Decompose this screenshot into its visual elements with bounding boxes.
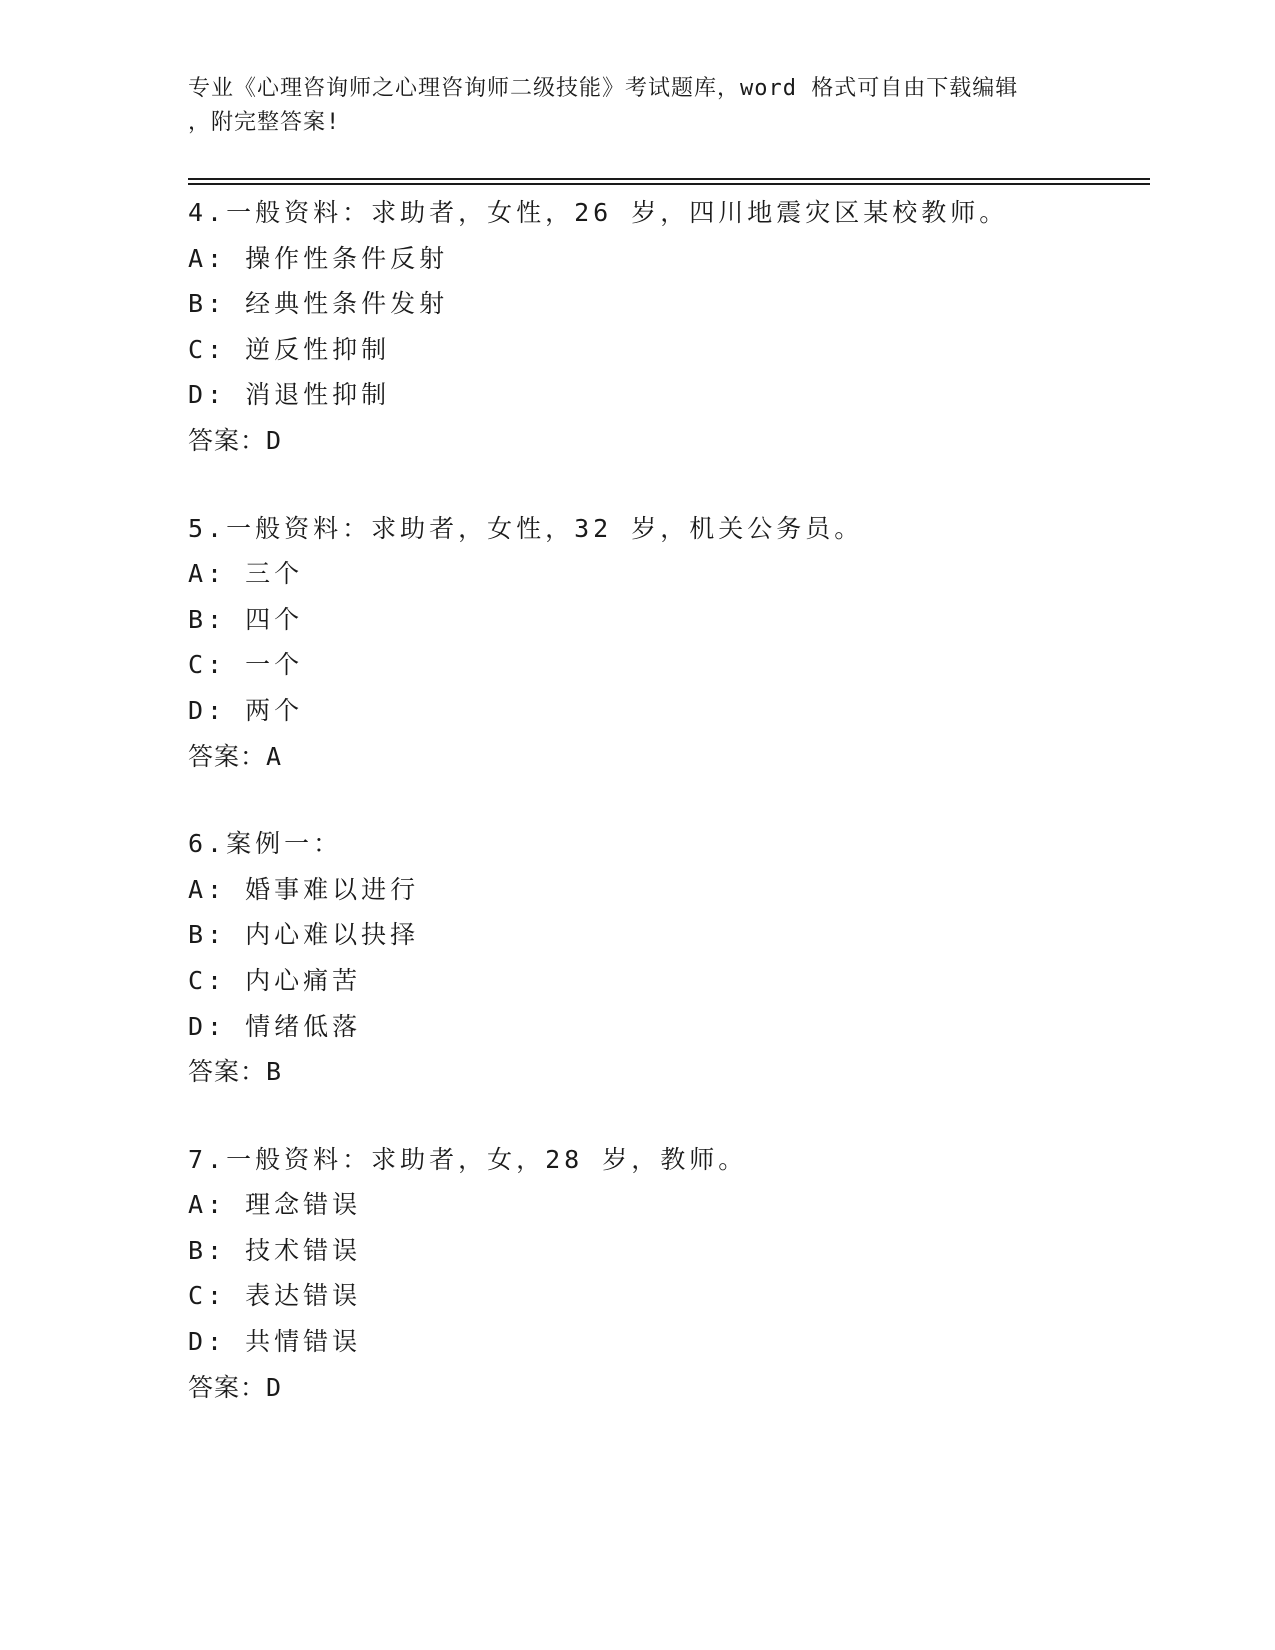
option-a: A: 操作性条件反射 <box>188 243 449 273</box>
question-5 <box>188 506 1148 780</box>
option-c: C: 一个 <box>188 650 304 680</box>
option-a: A: 三个 <box>188 559 304 589</box>
option-b: B: 内心难以抉择 <box>188 920 420 950</box>
question-stem: 6.案例一： <box>188 829 343 859</box>
option-a: A: 理念错误 <box>188 1190 362 1220</box>
option-c: C: 逆反性抑制 <box>188 334 391 364</box>
answer: 答案：B <box>188 1057 283 1087</box>
question-stem: 7.一般资料：求助者，女，28 岁，教师。 <box>188 1144 748 1174</box>
question-4 <box>188 190 1148 464</box>
option-b: B: 技术错误 <box>188 1235 362 1265</box>
option-c: C: 内心痛苦 <box>188 965 362 995</box>
option-b: B: 经典性条件发射 <box>188 289 449 319</box>
option-a: A: 婚事难以进行 <box>188 874 420 904</box>
option-d: D: 情绪低落 <box>188 1011 362 1041</box>
question-stem: 5.一般资料：求助者，女性，32 岁，机关公务员。 <box>188 513 864 543</box>
question-6 <box>188 821 1148 1095</box>
answer: 答案：D <box>188 1372 283 1402</box>
question-stem: 4.一般资料：求助者，女性，26 岁，四川地震灾区某校教师。 <box>188 198 1009 227</box>
question-list <box>188 190 1148 1452</box>
header-divider-top <box>188 178 1150 180</box>
answer: 答案：D <box>188 425 283 455</box>
option-d: D: 两个 <box>188 695 304 725</box>
option-c: C: 表达错误 <box>188 1281 362 1311</box>
question-7 <box>188 1137 1148 1411</box>
document-header <box>188 72 1068 140</box>
answer: 答案：A <box>188 741 283 771</box>
option-b: B: 四个 <box>188 604 304 634</box>
header-divider-bottom <box>188 183 1150 185</box>
header-line-1: 专业《心理咨询师之心理咨询师二级技能》考试题库，word 格式可自由下载编辑 <box>188 76 1019 101</box>
header-line-2: ，附完整答案! <box>188 110 341 135</box>
option-d: D: 共情错误 <box>188 1327 362 1357</box>
option-d: D: 消退性抑制 <box>188 380 391 410</box>
